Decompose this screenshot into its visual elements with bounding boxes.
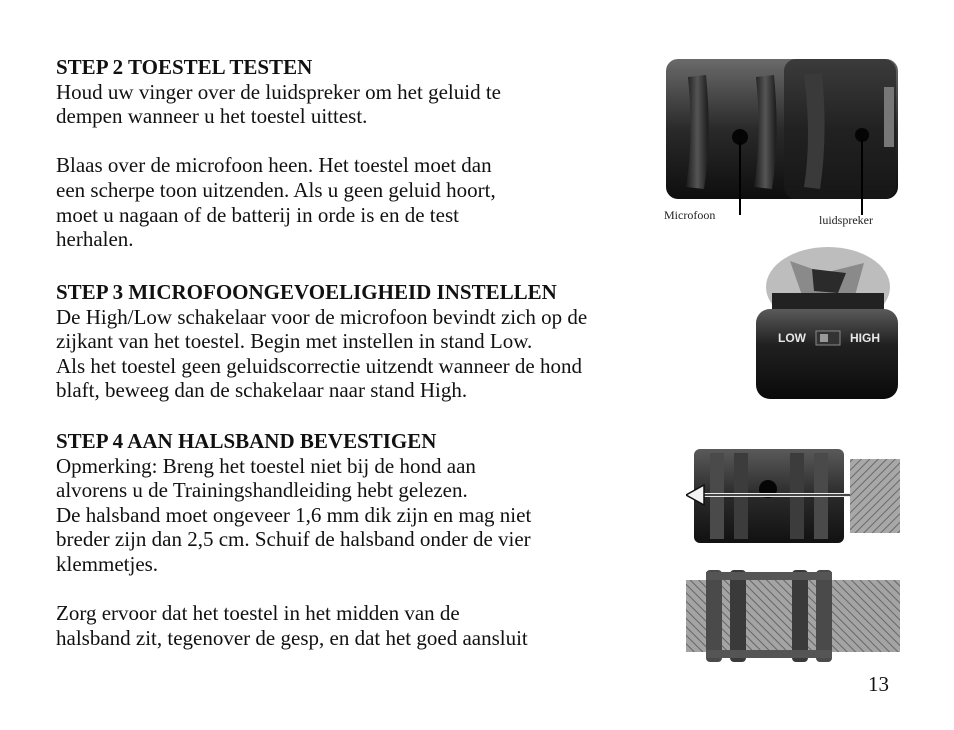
step4-line: Zorg ervoor dat het toestel in het midden van de [56, 601, 460, 626]
switch-high-label: HIGH [850, 331, 880, 345]
step4-line: halsband zit, tegenover de gesp, en dat het goed aansluit [56, 625, 528, 650]
device-front-figure [664, 57, 900, 233]
collar-insert-illustration [686, 447, 900, 547]
switch-illustration [754, 243, 900, 401]
step3-line: blaft, beweeg dan de schakelaar naar stand High. [56, 378, 468, 403]
step3-line: zijkant van het toestel. Begin met instellen in stand Low. [56, 329, 533, 354]
paragraph-gap [56, 577, 681, 602]
paragraph-gap [56, 129, 656, 154]
step4-line: Opmerking: Breng het toestel niet bij de hond aan [56, 453, 476, 478]
collar-mounted-illustration [686, 568, 900, 662]
collar-insert-figure [686, 447, 900, 547]
step4-line: klemmetjes. [56, 551, 159, 576]
step4-line: alvorens u de Trainingshandleiding hebt gelezen. [56, 478, 468, 503]
switch-low-label: LOW [778, 331, 806, 345]
switch-figure [754, 243, 900, 401]
step3-line: De High/Low schakelaar voor de microfoon bevindt zich op de [56, 304, 588, 329]
step3-line: Als het toestel geen geluidscorrectie uitzendt wanneer de hond [56, 353, 582, 378]
step2-section [56, 55, 656, 252]
step4-section [56, 429, 681, 650]
step2-line: een scherpe toon uitzenden. Als u geen geluid hoort, [56, 177, 496, 202]
step4-line: De halsband moet ongeveer 1,6 mm dik zijn en mag niet [56, 502, 532, 527]
step3-heading: STEP 3 MICROFOONGEVOELIGHEID INSTELLEN [56, 280, 557, 304]
step3-section [56, 280, 756, 403]
step2-line: herhalen. [56, 227, 134, 252]
step4-line: breder zijn dan 2,5 cm. Schuif de halsband onder de vier [56, 527, 531, 552]
step2-line: dempen wanneer u het toestel uittest. [56, 104, 368, 129]
step2-line: moet u nagaan of de batterij in orde is en de test [56, 202, 459, 227]
device-front-illustration [664, 57, 900, 233]
step2-heading: STEP 2 TOESTEL TESTEN [56, 55, 313, 79]
microphone-label: Microfoon [664, 208, 716, 222]
step2-line: Houd uw vinger over de luidspreker om het geluid te [56, 79, 501, 104]
page-number: 13 [868, 672, 889, 696]
collar-mounted-figure [686, 568, 900, 662]
speaker-label: luidspreker [819, 213, 873, 227]
step4-heading: STEP 4 AAN HALSBAND BEVESTIGEN [56, 429, 437, 453]
step2-line: Blaas over de microfoon heen. Het toestel moet dan [56, 153, 492, 178]
